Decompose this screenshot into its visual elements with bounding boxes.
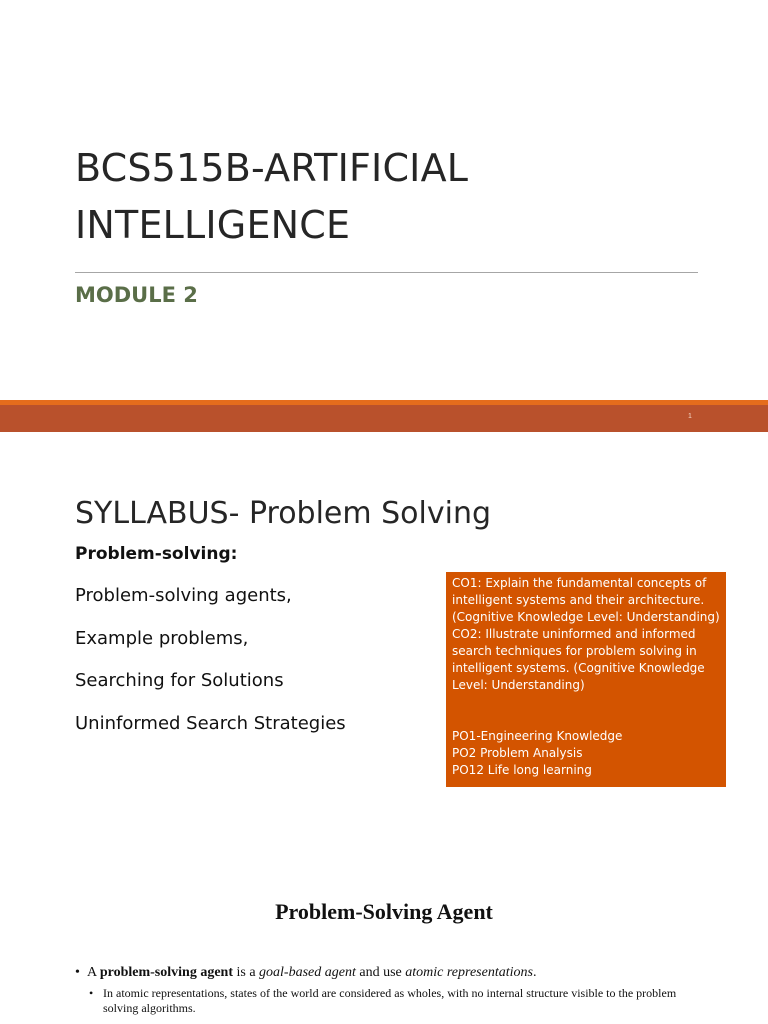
sub-bullet-item bbox=[89, 986, 713, 1016]
list-item: Example problems, bbox=[75, 627, 249, 649]
syllabus-subheading: Problem-solving: bbox=[75, 544, 238, 564]
program-outcome-2: PO2 Problem Analysis bbox=[452, 746, 583, 760]
agent-slide-title: Problem-Solving Agent bbox=[275, 899, 493, 924]
bullet-text: A bbox=[87, 965, 100, 980]
list-item: Problem-solving agents, bbox=[75, 585, 292, 606]
bullet-text: and use bbox=[355, 965, 406, 980]
course-title bbox=[75, 140, 715, 254]
bullet-icon: • bbox=[75, 965, 80, 980]
module-subtitle: MODULE 2 bbox=[75, 283, 198, 307]
bullet-item bbox=[75, 965, 735, 981]
course-outcomes-text: CO1: Explain the fundamental concepts of intelligent systems and their architecture. (Cognitive Knowledge Level: Understanding) CO2: Illustrate uninformed and informed search techniques for problem solving in intelligent systems. (Cognitive Knowledge Level: Understanding) bbox=[452, 576, 720, 692]
bullet-text: is a bbox=[232, 965, 260, 980]
sub-bullet-text: In atomic representations, states of the world are considered as wholes, with no internal structure visible to the problem solving algorithms. bbox=[103, 986, 677, 1015]
course-title-line2: INTELLIGENCE bbox=[75, 203, 351, 247]
program-outcome-12: PO12 Life long learning bbox=[452, 763, 592, 777]
slide-number: 1 bbox=[688, 413, 692, 420]
list-item: Searching for Solutions bbox=[75, 670, 284, 691]
program-outcome-1: PO1-Engineering Knowledge bbox=[452, 729, 623, 743]
bullet-italic-term: goal-based agent bbox=[259, 965, 356, 980]
syllabus-slide bbox=[0, 432, 768, 864]
course-title-line1: BCS515B-ARTIFICIAL bbox=[75, 146, 469, 190]
title-slide bbox=[0, 0, 768, 432]
title-divider bbox=[75, 272, 698, 273]
course-outcomes-box bbox=[446, 572, 726, 787]
bullet-bold-term: problem-solving agent bbox=[99, 965, 233, 980]
problem-solving-agent-slide bbox=[0, 864, 768, 1024]
syllabus-title: SYLLABUS- Problem Solving bbox=[75, 496, 492, 531]
syllabus-topic-list bbox=[75, 585, 346, 755]
bullet-text: . bbox=[532, 965, 537, 980]
bullet-icon: • bbox=[89, 986, 94, 1000]
list-item: Uninformed Search Strategies bbox=[75, 712, 346, 734]
footer-bar bbox=[0, 405, 768, 432]
bullet-italic-term: atomic representations bbox=[405, 965, 533, 980]
